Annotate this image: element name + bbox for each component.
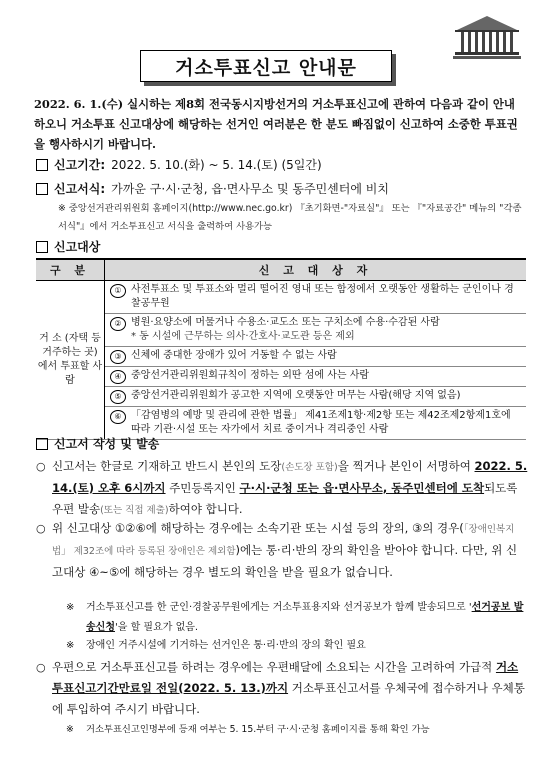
forms-note: ※ 중앙선거관리위원회 홈페이지(http://www.nec.go.kr) 『초기화면-"자료실"』 또는 『"자료공간" 메뉴의 "각종서식"』에서 거소투표신고 서식을 출력하여 사용가능 (58, 203, 522, 232)
star-note-3: ※ 거소투표신고인명부에 등재 여부는 5. 15.부터 구·시·군청 홈페이지를 통해 확인 가능 (66, 720, 528, 740)
row-subnote: * 동 시설에 근무하는 의사·간호사·교도관 등은 제외 (131, 331, 355, 342)
checkbox-square-icon (36, 241, 48, 253)
bullet-circle-icon: ○ (36, 661, 46, 674)
star-note-2: ※ 장애인 거주시설에 기거하는 선거인은 통·리·반의 장의 확인 필요 (66, 636, 528, 656)
text: 에 해당하는 경우 별도의 확인을 받을 필요가 없습니다. (119, 565, 393, 579)
checkbox-square-icon (36, 159, 48, 171)
text: 거소투표신고인명부에 등재 여부는 5. 15.부터 구·시·군청 홈페이지를 통해 확인 가능 (86, 724, 430, 735)
row-text: 중앙선거관리위원회규칙이 정하는 외딴 섬에 사는 사람 (131, 370, 370, 381)
text: 을 찍거나 본인이 서명하여 (337, 459, 471, 473)
checkbox-square-icon (36, 183, 48, 195)
text: 하여야 합니다. (168, 502, 243, 516)
ref-num: ② (125, 521, 136, 535)
row-number: ④ (110, 370, 126, 384)
intro-paragraph: 2022. 6. 1.(수) 실시하는 제8회 전국동시지방선거의 거소투표신고에 관하여 다음과 같이 안내하오니 거소투표 신고대상에 해당하는 선거인 여러분은 한 분도 빠짐없이 신고하여 소중한 투표권을 행사하시기 바랍니다. (34, 97, 518, 151)
table-row (36, 387, 526, 407)
col-target-header: 신 고 대 상 자 (105, 259, 527, 281)
text: 장애인 거주시설에 기거하는 선거인은 통·리·반의 장의 확인 필요 (86, 640, 366, 651)
text: (또는 직접 제출) (100, 505, 169, 516)
period-label: 신고기간: (54, 158, 106, 172)
ref-num: ③ (411, 521, 423, 535)
row-text: 「감염병의 예방 및 관리에 관한 법률」 제41조제1항·제2항 또는 제42조제2항제1호에 따라 기관·시설 또는 자가에서 치료 중이거나 격리중인 사람 (131, 410, 511, 435)
row-number: ② (110, 317, 126, 331)
deadline-text: 거소투표신고기간만료일 전일(2022. 5. 13.)까지 (52, 660, 519, 695)
row-text: 중앙선거관리위원회가 공고한 지역에 오랫동안 머무는 사람(해당 지역 없음) (131, 390, 461, 401)
forms-section (36, 180, 389, 197)
text: 되도록 우편 발송 (52, 481, 518, 516)
ref-num: ① (114, 521, 126, 535)
row-number: ③ (110, 350, 126, 364)
table-row (36, 347, 526, 367)
row-text: 신체에 중대한 장애가 있어 거동할 수 없는 사람 (131, 350, 337, 361)
election-emblem-icon (453, 12, 521, 62)
group-label: 거 소 (자택 등 거주하는 곳) 에서 투표할 사람 (36, 281, 105, 440)
howto-paragraph-1 (36, 456, 528, 521)
text: 거소투표신고서를 우체국에 접수하거나 우체통에 투입하여 주시기 바랍니다. (52, 681, 525, 716)
place-text: 구·시·군청 또는 읍·면사무소, 동주민센터에 도착 (239, 481, 485, 495)
row-number: ⑤ (110, 390, 126, 404)
ref-num: ④ (88, 565, 100, 579)
text: 신고서는 한글로 기재하고 반드시 본인의 도장 (52, 459, 282, 473)
bullet-circle-icon: ○ (36, 522, 46, 535)
row-number: ⑥ (110, 410, 126, 424)
howto-section (36, 435, 159, 452)
howto-paragraph-3 (36, 657, 528, 720)
forms-value: 가까운 구·시·군청, 읍·면사무소 및 동주민센터에 비치 (111, 182, 389, 196)
text: )에는 통·리·반의 장의 확인을 받아야 합니다. 다만, 위 신고대상 (52, 543, 518, 579)
row-text: 사전투표소 및 투표소와 멀리 떨어진 영내 또는 함정에서 오랫동안 생활하는 군인이나 경찰공무원 (131, 284, 514, 309)
text: 의 경우( (422, 521, 464, 535)
deadline-text: 2022. 5. 14.(토) 오후 6시까지 (52, 459, 528, 495)
col-group-header: 구 분 (36, 259, 105, 281)
text: 「장애인복지법」 제32조에 따라 등록된 장애인은 제외함 (52, 524, 515, 557)
table-row (36, 367, 526, 387)
text: (손도장 포함) (281, 462, 338, 473)
howto-label: 신고서 작성 및 발송 (54, 437, 160, 451)
targets-label: 신고대상 (54, 240, 101, 254)
text: 주민등록지인 (169, 481, 236, 495)
ref-num: ⑥ (135, 521, 146, 535)
text: 우편으로 거소투표신고를 하려는 경우에는 우편배달에 소요되는 시간을 고려하여 가급적 (52, 660, 493, 674)
emphasis-text: 선거공보 발송신청 (86, 602, 524, 633)
row-number: ① (110, 284, 126, 298)
star-note-1: ※ 거소투표신고를 한 군인·경찰공무원에게는 거소투표용지와 선거공보가 함께 발송되므로 '선거공보 발송신청'을 할 필요가 없음. (66, 602, 524, 633)
ref-num: ⑤ (108, 565, 120, 579)
checkbox-square-icon (36, 438, 48, 450)
page-title: 거소투표신고 안내문 (140, 50, 392, 82)
forms-label: 신고서식: (54, 182, 106, 196)
targets-section (36, 238, 100, 255)
text: '을 할 필요가 없음. (114, 622, 199, 633)
row-text: 병원·요양소에 머물거나 수용소·교도소 또는 구치소에 수용·수감된 사람 (131, 317, 440, 328)
period-value: 2022. 5. 10.(화) ~ 5. 14.(토) (5일간) (111, 158, 322, 172)
table-row (36, 281, 526, 314)
period-section (36, 156, 322, 173)
bullet-circle-icon: ○ (36, 460, 46, 473)
text: 거소투표신고를 한 군인·경찰공무원에게는 거소투표용지와 선거공보가 함께 발송되므로 ' (86, 602, 472, 613)
title-block (140, 50, 396, 86)
text: 위 신고대상 (52, 521, 112, 535)
howto-paragraph-2: ○ 위 신고대상 ①②⑥에 해당하는 경우에는 소속기관 또는 시설 등의 장의, ③의 경우(「장애인복지법」 제32조에 따라 등록된 장애인은 제외함)에는 통·리·반의 장의 확인을 받아야 합니다. 다만, 위 신고대상 ④~⑤에 해당하는 경우 별도의 확인을 받을 필요가 없습니다. (36, 518, 528, 583)
text: 에 해당하는 경우에는 소속기관 또는 시설 등의 장의, (145, 521, 409, 535)
targets-table (36, 258, 526, 440)
table-row (36, 314, 526, 347)
table-header-row (36, 259, 526, 281)
